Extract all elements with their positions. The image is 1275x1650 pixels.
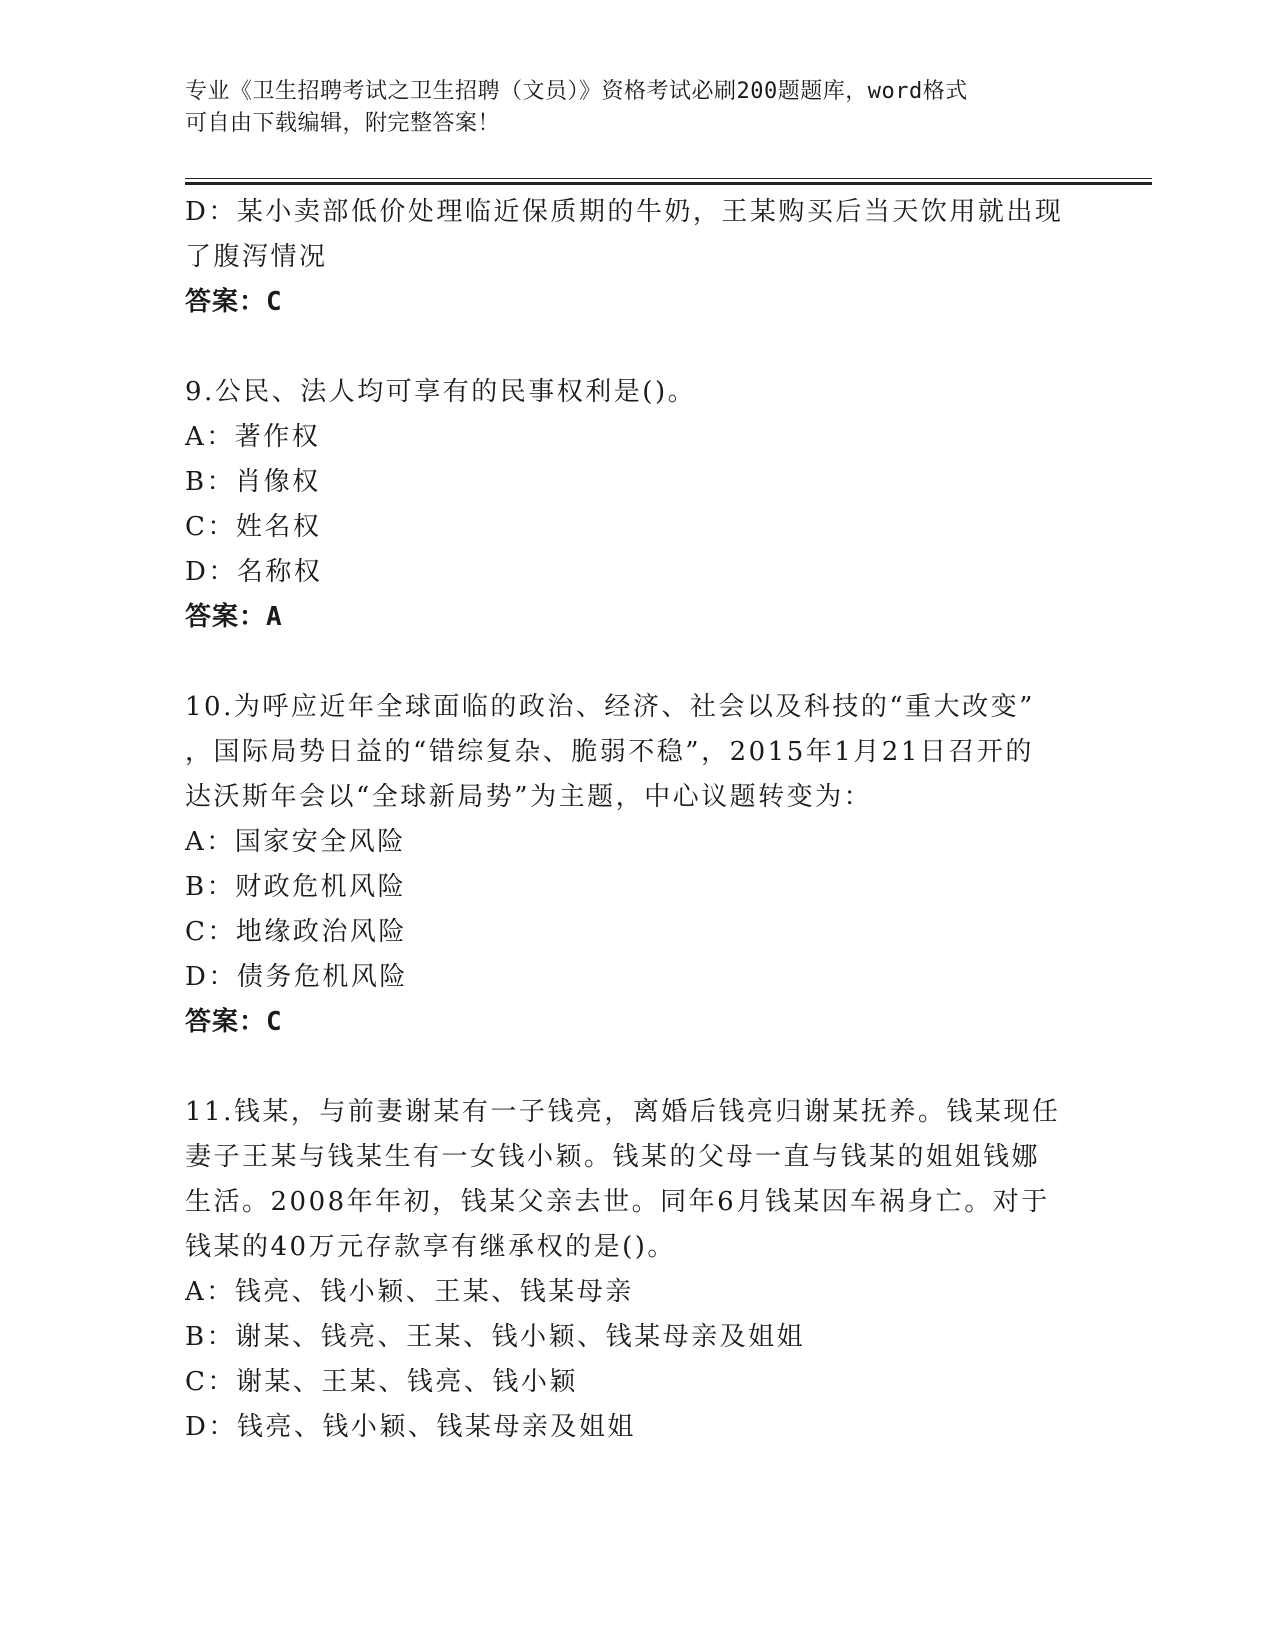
option-d: D：钱亮、钱小颖、钱某母亲及姐姐 bbox=[185, 1412, 636, 1442]
option-b: B：财政危机风险 bbox=[185, 872, 407, 902]
question-10 bbox=[185, 685, 1085, 1045]
question-9 bbox=[185, 370, 1085, 640]
option-c: C：谢某、王某、钱亮、钱小颖 bbox=[185, 1367, 578, 1397]
question-stem-line-3: 生活。2008年年初，钱某父亲去世。同年6月钱某因车祸身亡。对于 bbox=[185, 1187, 1050, 1217]
document-body bbox=[185, 190, 1085, 1450]
header-line-2: 可自由下载编辑，附完整答案！ bbox=[185, 111, 501, 136]
option-c: C：地缘政治风险 bbox=[185, 917, 407, 947]
option-c: C：姓名权 bbox=[185, 512, 322, 542]
option-d: D：名称权 bbox=[185, 557, 323, 587]
spacer bbox=[185, 640, 1085, 685]
header-divider-thin bbox=[185, 178, 1152, 179]
option-d-continuation: 了腹泻情况 bbox=[185, 242, 328, 272]
header-line-1: 专业《卫生招聘考试之卫生招聘（文员）》资格考试必刷200题题库，word格式 bbox=[185, 79, 968, 104]
option-b: B：肖像权 bbox=[185, 467, 321, 497]
question-stem: 9.公民、法人均可享有的民事权利是()。 bbox=[185, 377, 697, 407]
option-d: D：债务危机风险 bbox=[185, 962, 408, 992]
spacer bbox=[185, 1045, 1085, 1090]
question-stem-line-1: 10.为呼应近年全球面临的政治、经济、社会以及科技的“重大改变” bbox=[185, 692, 1035, 722]
question-stem-line-2: ，国际局势日益的“错综复杂、脆弱不稳”，2015年1月21日召开的 bbox=[185, 737, 1034, 767]
previous-question-tail bbox=[185, 190, 1085, 325]
answer-line: 答案：C bbox=[185, 287, 283, 317]
option-a: A：钱亮、钱小颖、王某、钱某母亲 bbox=[185, 1277, 634, 1307]
option-d: D：某小卖部低价处理临近保质期的牛奶，王某购买后当天饮用就出现 bbox=[185, 197, 1064, 227]
option-a: A：著作权 bbox=[185, 422, 321, 452]
question-stem-line-4: 钱某的40万元存款享有继承权的是()。 bbox=[185, 1232, 676, 1262]
option-b: B：谢某、钱亮、王某、钱小颖、钱某母亲及姐姐 bbox=[185, 1322, 806, 1352]
header-divider-thick bbox=[185, 182, 1152, 185]
answer-line: 答案：A bbox=[185, 602, 283, 632]
header-divider bbox=[185, 178, 1152, 186]
answer-line: 答案：C bbox=[185, 1007, 283, 1037]
question-stem-line-1: 11.钱某，与前妻谢某有一子钱亮，离婚后钱亮归谢某抚养。钱某现任 bbox=[185, 1097, 1061, 1127]
spacer bbox=[185, 325, 1085, 370]
document-header bbox=[185, 76, 1065, 140]
question-11 bbox=[185, 1090, 1085, 1450]
option-a: A：国家安全风险 bbox=[185, 827, 406, 857]
question-stem-line-3: 达沃斯年会以“全球新局势”为主题，中心议题转变为： bbox=[185, 782, 873, 812]
question-stem-line-2: 妻子王某与钱某生有一女钱小颖。钱某的父母一直与钱某的姐姐钱娜 bbox=[185, 1142, 1041, 1172]
